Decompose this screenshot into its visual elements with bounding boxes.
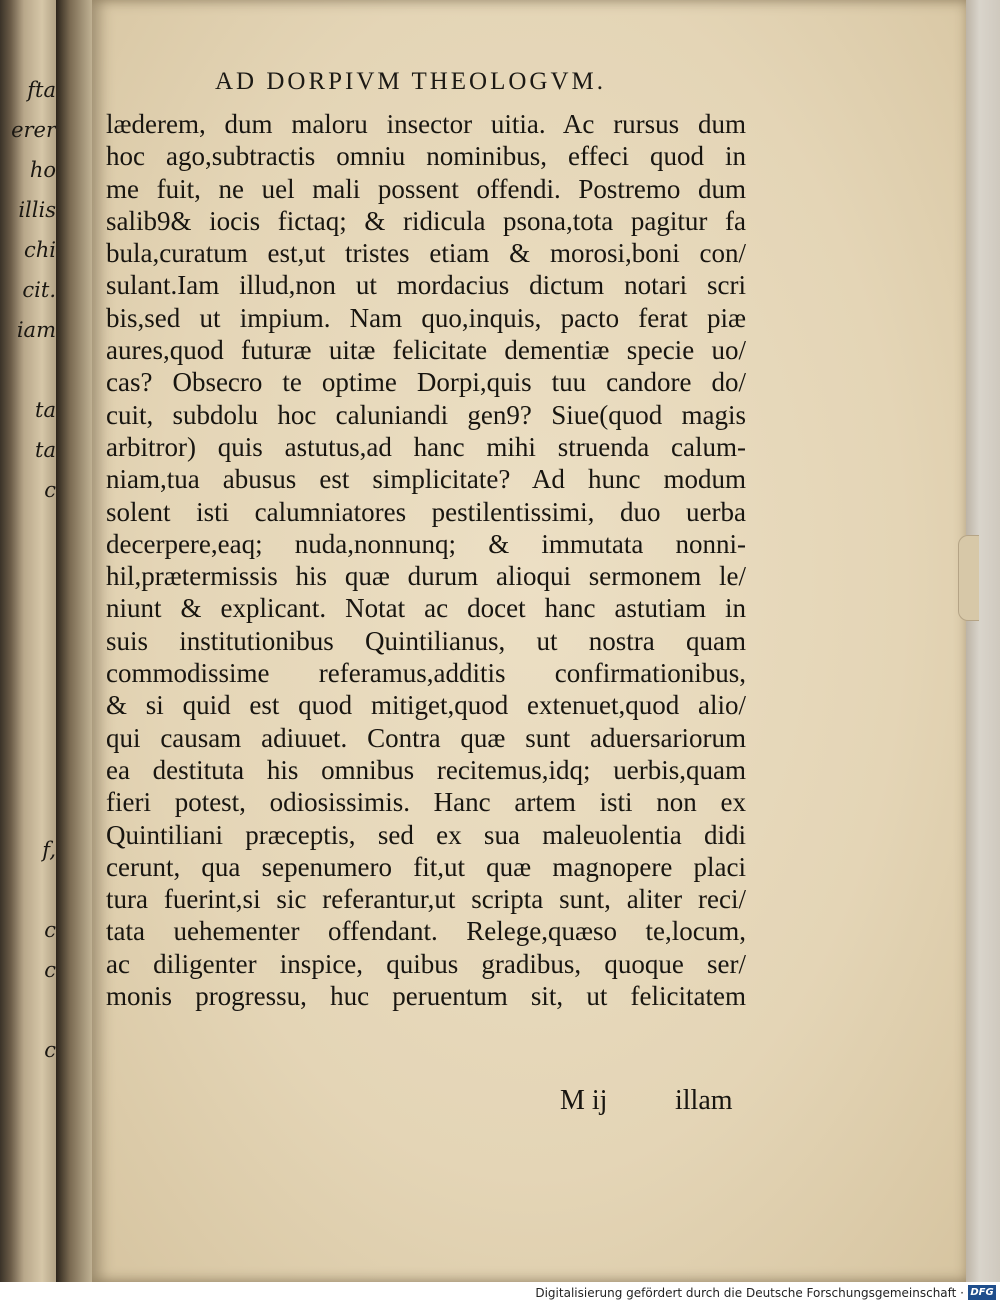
left-page-fragment: illis: [18, 198, 56, 222]
body-text: [106, 108, 746, 1012]
left-page-fragment: c: [44, 1038, 56, 1062]
left-page-fragment: erer: [11, 118, 56, 142]
signature-mark: M ij: [560, 1085, 608, 1116]
text-line: solent isti calumniatores pestilentissimi, duo uerba: [106, 496, 746, 527]
text-line: Quintiliani præceptis, sed ex sua maleuolentia didi: [106, 819, 746, 850]
left-page-fragment: [2, 790, 60, 830]
digitization-footer: [0, 1282, 1000, 1305]
text-line: me fuit, ne uel mali possent offendi. Postremo dum: [106, 173, 746, 204]
text-line: aures,quod futuræ uitæ felicitate dementiæ specie uo/: [106, 335, 746, 366]
running-head: AD DORPIVM THEOLOGVM.: [215, 68, 607, 95]
left-page-fragment: c: [44, 958, 56, 982]
left-page-fragment: fta: [27, 78, 56, 102]
book-gutter: [56, 0, 96, 1282]
left-page-fragment: [2, 670, 60, 710]
text-line: cerunt, qua sepenumero fit,ut quæ magnopere placi: [106, 851, 746, 882]
left-page-fragment: [2, 870, 60, 910]
footer-credit: Digitalisierung gefördert durch die Deutsche Forschungsgemeinschaft ·: [535, 1286, 964, 1300]
left-page-fragment: [2, 510, 60, 550]
left-page-fragment: [2, 750, 60, 790]
text-line: suis institutionibus Quintilianus, ut nostra quam: [106, 625, 746, 656]
text-line: bula,curatum est,ut tristes etiam & morosi,boni con/: [106, 238, 746, 269]
text-line: commodissime referamus,additis confirmationibus,: [106, 658, 746, 689]
text-line: læderem, dum maloru insector uitia. Ac rursus dum: [106, 109, 746, 139]
text-line: salib9& iocis fictaq; & ridicula psona,tota pagitur fa: [106, 205, 746, 236]
left-page-fragment: [2, 550, 60, 590]
text-line: ac diligenter inspice, quibus gradibus, quoque ser/: [106, 948, 746, 979]
left-page-fragment: f,: [42, 838, 56, 862]
page-tab-notch: [958, 535, 979, 621]
left-page-fragment: [2, 630, 60, 670]
left-page-edge: [0, 0, 60, 1282]
text-line: niunt & explicant. Notat ac docet hanc astutiam in: [106, 593, 746, 624]
left-page-fragment: ho: [29, 158, 56, 182]
left-page-fragment: chi: [23, 238, 56, 262]
left-page-fragment: c: [44, 918, 56, 942]
left-page-fragment: [2, 990, 60, 1030]
text-line: decerpere,eaq; nuda,nonnunq; & immutata nonni-: [106, 528, 746, 559]
catchword: illam: [675, 1085, 733, 1116]
text-line: fieri potest, odiosissimis. Hanc artem isti non ex: [106, 787, 746, 818]
left-page-fragment: [2, 590, 60, 630]
text-line: hoc ago,subtractis omniu nominibus, effeci quod in: [106, 141, 746, 172]
text-line: & si quid est quod mitiget,quod extenuet,quod alio/: [106, 690, 746, 721]
text-line: ea destituta his omnibus recitemus,idq; uerbis,quam: [106, 754, 746, 785]
left-page-fragment: [2, 710, 60, 750]
text-line: sulant.Iam illud,non ut mordacius dictum notari scri: [106, 270, 746, 301]
dfg-logo: DFG: [968, 1285, 996, 1300]
text-line: bis,sed ut impium. Nam quo,inquis, pacto ferat piæ: [106, 302, 746, 333]
text-line: cuit, subdolu hoc caluniandi gen9? Siue(quod magis: [106, 399, 746, 430]
text-line: hil,prætermissis his quæ durum alioqui sermonem le/: [106, 561, 746, 592]
left-page-fragment: [2, 350, 60, 390]
text-line: arbitror) quis astutus,ad hanc mihi struenda calum-: [106, 431, 746, 462]
page-edge-background: [966, 0, 1000, 1282]
signature-line: [560, 1085, 740, 1117]
text-line: niam,tua abusus est simplicitate? Ad hunc modum: [106, 464, 746, 495]
text-line: monis progressu, huc peruentum sit, ut felicitatem: [106, 981, 746, 1012]
text-line: tata uehementer offendant. Relege,quæso te,locum,: [106, 916, 746, 947]
left-page-fragment: cit.: [22, 278, 56, 302]
left-page-fragment: c: [44, 478, 56, 502]
text-line: qui causam adiuuet. Contra quæ sunt aduersariorum: [106, 722, 746, 753]
text-line: tura fuerint,si sic referantur,ut scripta sunt, aliter reci/: [106, 884, 746, 915]
left-page-fragment: ta: [35, 438, 56, 462]
left-page-text-fragments: [2, 70, 60, 1070]
left-page-fragment: iam: [16, 318, 56, 342]
text-line: cas? Obsecro te optime Dorpi,quis tuu candore do/: [106, 367, 746, 398]
left-page-fragment: ta: [35, 398, 56, 422]
